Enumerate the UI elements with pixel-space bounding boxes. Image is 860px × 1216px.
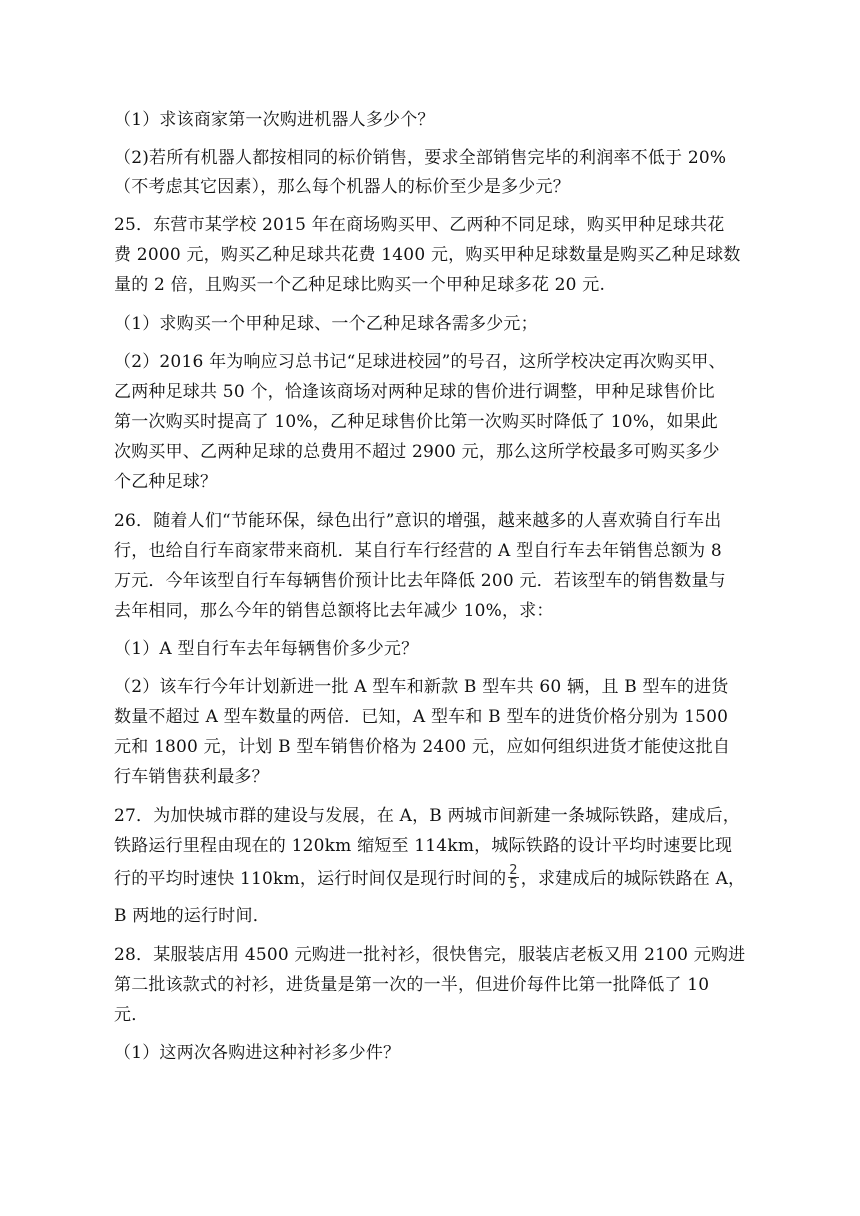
fraction [508,864,518,891]
text-line: 次购买甲、乙两种足球的总费用不超过 2900 元，那么这所学校最多可购买多少 [114,442,720,462]
text-line: （1）这两次各购进这种衬衫多少件？ [114,1043,401,1063]
text-line: （2)若所有机器人都按相同的标价销售，要求全部销售完毕的利润率不低于 20% [114,148,727,168]
text-line: B 两地的运行时间． [114,906,270,926]
text-line: 元． [114,1005,149,1025]
text-line-with-fraction [114,863,754,893]
text-line: 第二批该款式的衬衫，进货量是第一次的一半，但进价每件比第一批降低了 10 [114,975,710,995]
text-line: 数量不超过 A 型车数量的两倍．已知，A 型车和 B 型车的进货价格分别为 1500 [114,707,729,727]
text-line: （2）2016 年为响应习总书记“足球进校园”的号召，这所学校决定再次购买甲、 [114,352,726,372]
text-line: 万元．今年该型自行车每辆售价预计比去年降低 200 元．若该型车的销售数量与 [114,571,726,591]
text-line: 第一次购买时提高了 10%，乙种足球售价比第一次购买时降低了 10%，如果此 [114,412,718,432]
text-line: （1）求购买一个甲种足球、一个乙种足球各需多少元； [114,314,538,334]
text-segment: 行的平均时速快 110km，运行时间仅是现行时间的 [114,869,507,889]
text-line: 28．某服装店用 4500 元购进一批衬衫，很快售完，服装店老板又用 2100 元购进 [114,945,746,965]
text-segment: ，求建成后的城际铁路在 A， [520,869,746,889]
text-line: 行车销售获利最多？ [114,767,269,787]
text-line: 25．东营市某学校 2015 年在商场购买甲、乙两种不同足球，购买甲种足球共花 [114,215,725,235]
text-line: 个乙种足球？ [114,472,218,492]
text-line: 量的 2 倍，且购买一个乙种足球比购买一个甲种足球多花 20 元. [114,275,606,295]
fraction-numerator: 2 [509,863,518,878]
text-line: 去年相同，那么今年的销售总额将比去年减少 10%，求： [114,601,554,621]
fraction-denominator: 5 [509,877,518,892]
text-line: （1）求该商家第一次购进机器人多少个？ [114,110,435,130]
text-line: 铁路运行里程由现在的 120km 缩短至 114km，城际铁路的设计平均时速要比现 [114,836,733,856]
text-line: （1）A 型自行车去年每辆售价多少元？ [114,639,419,659]
text-line: （不考虑其它因素），那么每个机器人的标价至少是多少元？ [114,177,570,197]
text-line: 乙两种足球共 50 个，恰逢该商场对两种足球的售价进行调整，甲种足球售价比 [114,382,715,402]
text-line: 27．为加快城市群的建设与发展，在 A，B 两城市间新建一条城际铁路，建成后， [114,806,741,826]
text-line: 26．随着人们“节能环保，绿色出行”意识的增强，越来越多的人喜欢骑自行车出 [114,511,722,531]
text-line: 元和 1800 元，计划 B 型车销售价格为 2400 元，应如何组织进货才能使这批自 [114,737,731,757]
text-line: 行，也给自行车商家带来商机．某自行车行经营的 A 型自行车去年销售总额为 8 [114,541,722,561]
text-line: （2）该车行今年计划新进一批 A 型车和新款 B 型车共 60 辆，且 B 型车的进货 [114,677,729,697]
text-line: 费 2000 元，购买乙种足球共花费 1400 元，购买甲种足球数量是购买乙种足球数 [114,245,741,265]
